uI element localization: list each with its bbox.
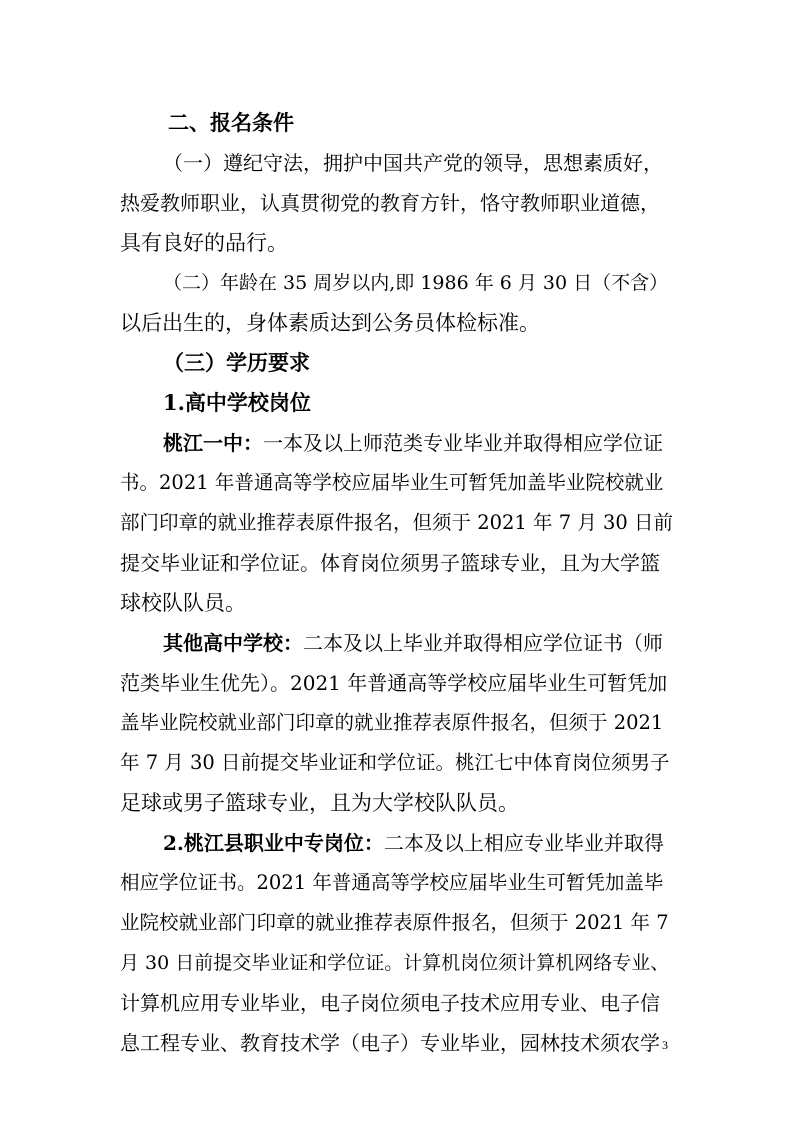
taojiang1-line4: 提交毕业证和学位证。体育岗位须男子篮球专业，且为大学篮 <box>120 551 660 575</box>
taojiang1-line1 <box>163 429 663 457</box>
item2-line1: （二）年龄在 35 周岁以内,即 1986 年 6 月 30 日（不含） <box>163 272 669 294</box>
vocational-label: 2.桃江县职业中专岗位： <box>163 831 384 855</box>
other-high-line2: 范类毕业生优先）。2021 年普通高等学校应届毕业生可暂凭加 <box>120 671 668 695</box>
vocational-line1 <box>163 829 664 857</box>
taojiang1-label: 桃江一中： <box>163 431 263 455</box>
other-high-label: 其他高中学校： <box>163 631 303 655</box>
item2-line2: 以后出生的，身体素质达到公务员体检标准。 <box>120 311 540 335</box>
section-heading: 二、报名条件 <box>168 110 294 135</box>
other-high-line4: 年 7 月 30 日前提交毕业证和学位证。桃江七中体育岗位须男子 <box>120 751 670 774</box>
sub1-heading: 1.高中学校岗位 <box>163 390 311 415</box>
vocational-line2: 相应学位证书。2021 年普通高等学校应届毕业生可暂凭加盖毕 <box>120 871 664 894</box>
other-high-line1-text: 二本及以上毕业并取得相应学位证书（师 <box>303 631 663 655</box>
page-number: 3 <box>662 1038 668 1052</box>
taojiang1-line2: 书。2021 年普通高等学校应届毕业生可暂凭加盖毕业院校就业 <box>120 471 664 494</box>
item1-line2: 热爱教师职业，认真贯彻党的教育方针，恪守教师职业道德， <box>120 191 660 215</box>
other-high-line5: 足球或男子篮球专业，且为大学校队队员。 <box>120 791 519 815</box>
item1-line3: 具有良好的品行。 <box>120 231 288 255</box>
taojiang1-line3: 部门印章的就业推荐表原件报名，但须于 2021 年 7 月 30 日前 <box>120 511 674 534</box>
vocational-line3: 业院校就业部门印章的就业推荐表原件报名，但须于 2021 年 7 <box>120 911 669 934</box>
item3-heading: （三）学历要求 <box>163 350 310 375</box>
taojiang1-line5: 球校队队员。 <box>120 591 246 615</box>
vocational-line6: 息工程专业、教育技术学（电子）专业毕业，园林技术须农学 <box>120 1031 660 1055</box>
other-high-line3: 盖毕业院校就业部门印章的就业推荐表原件报名，但须于 2021 <box>120 711 664 734</box>
item1-line1: （一）遵纪守法，拥护中国共产党的领导，思想素质好， <box>163 151 663 175</box>
vocational-line5: 计算机应用专业毕业，电子岗位须电子技术应用专业、电子信 <box>120 991 660 1015</box>
vocational-line4: 月 30 日前提交毕业证和学位证。计算机岗位须计算机网络专业、 <box>120 952 670 974</box>
other-high-line1 <box>163 629 663 657</box>
taojiang1-line1-text: 一本及以上师范类专业毕业并取得相应学位证 <box>263 431 663 455</box>
vocational-line1-text: 二本及以上相应专业毕业并取得 <box>383 831 664 855</box>
